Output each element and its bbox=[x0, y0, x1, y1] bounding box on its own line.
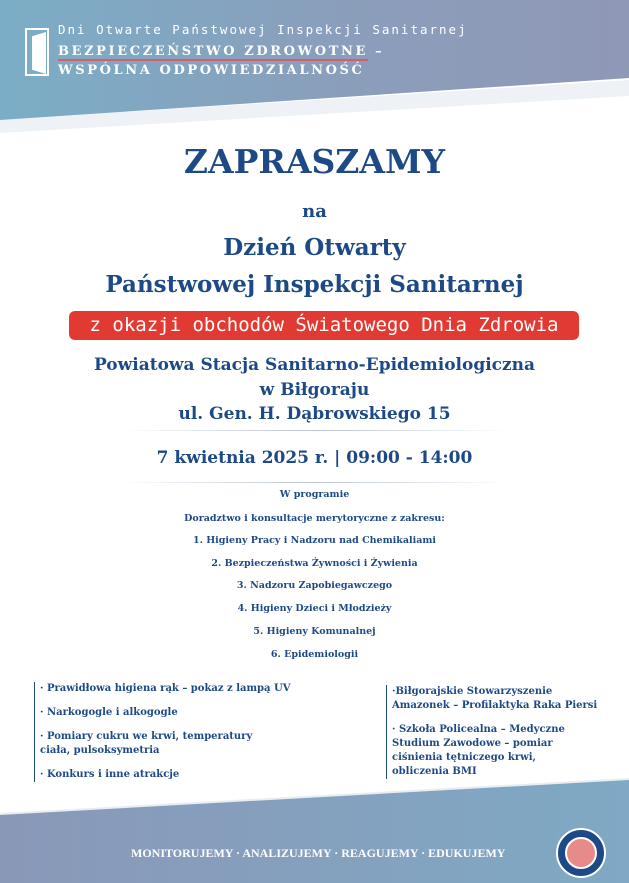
na-text: na bbox=[302, 201, 327, 222]
program-item: 3. Nadzoru Zapobiegawczego bbox=[236, 580, 393, 591]
list-item: · Szkoła Policealna – Medyczne Studium Zawodowe – pomiar ciśnienia tętniczego krwi, obliczenia BMI bbox=[392, 724, 565, 777]
list-item: · Prawidłowa higiena rąk – pokaz z lampą UV bbox=[40, 683, 291, 694]
footer-motto: MONITORUJEMY · ANALIZUJEMY · REAGUJEMY · EDUKUJEMY bbox=[131, 846, 506, 860]
program-item: 1. Higieny Pracy i Nadzoru nad Chemikaliami bbox=[192, 535, 437, 546]
event-date: 7 kwietnia 2025 r. | 09:00 - 14:00 bbox=[156, 448, 473, 468]
slogan-dash: – bbox=[367, 44, 385, 59]
divider bbox=[120, 430, 510, 431]
title-line1: Dzień Otwarty bbox=[223, 234, 406, 261]
list-item: ·Biłgorajskie Stowarzyszenie Amazonek – Profilaktyka Raka Piersi bbox=[392, 686, 598, 711]
divider bbox=[120, 482, 510, 483]
station-address: ul. Gen. H. Dąbrowskiego 15 bbox=[178, 404, 451, 424]
slogan-line2: WSPÓLNA ODPOWIEDZIALNOŚĆ bbox=[58, 63, 365, 78]
list-item: · Narkogogle i alkogogle bbox=[40, 707, 178, 718]
station-name: Powiatowa Stacja Sanitarno-Epidemiologiczna bbox=[93, 355, 536, 375]
program-item: 6. Epidemiologii bbox=[270, 649, 359, 660]
right-attractions-list bbox=[386, 685, 611, 779]
header-subtitle: Dni Otwarte Państwowej Inspekcji Sanitarnej bbox=[58, 22, 468, 37]
title-line2: Państwowej Inspekcji Sanitarnej bbox=[105, 271, 524, 298]
door-icon bbox=[25, 28, 49, 76]
footer-band bbox=[0, 780, 629, 883]
left-attractions-list bbox=[34, 682, 294, 782]
program-item: 2. Bezpieczeństwa Żywności i Żywienia bbox=[211, 558, 418, 569]
invite-heading: ZAPRASZAMY bbox=[183, 142, 446, 181]
occasion-banner: z okazji obchodów Światowego Dnia Zdrowia bbox=[69, 311, 579, 340]
program-item: 5. Higieny Komunalnej bbox=[253, 626, 376, 637]
station-city: w Biłgoraju bbox=[259, 380, 370, 400]
list-item: · Konkurs i inne atrakcje bbox=[40, 769, 180, 780]
inspection-logo-icon bbox=[556, 828, 606, 878]
program-item: 4. Higieny Dzieci i Młodzieży bbox=[237, 603, 392, 614]
list-item: · Pomiary cukru we krwi, temperatury ciała, pulsoksymetria bbox=[40, 731, 253, 756]
program-heading: W programie bbox=[279, 489, 350, 500]
program-intro: Doradztwo i konsultacje merytoryczne z zakresu: bbox=[184, 513, 445, 524]
header-slogan bbox=[58, 42, 384, 80]
slogan-line1: BEZPIECZEŃSTWO ZDROWOTNE bbox=[58, 44, 368, 59]
